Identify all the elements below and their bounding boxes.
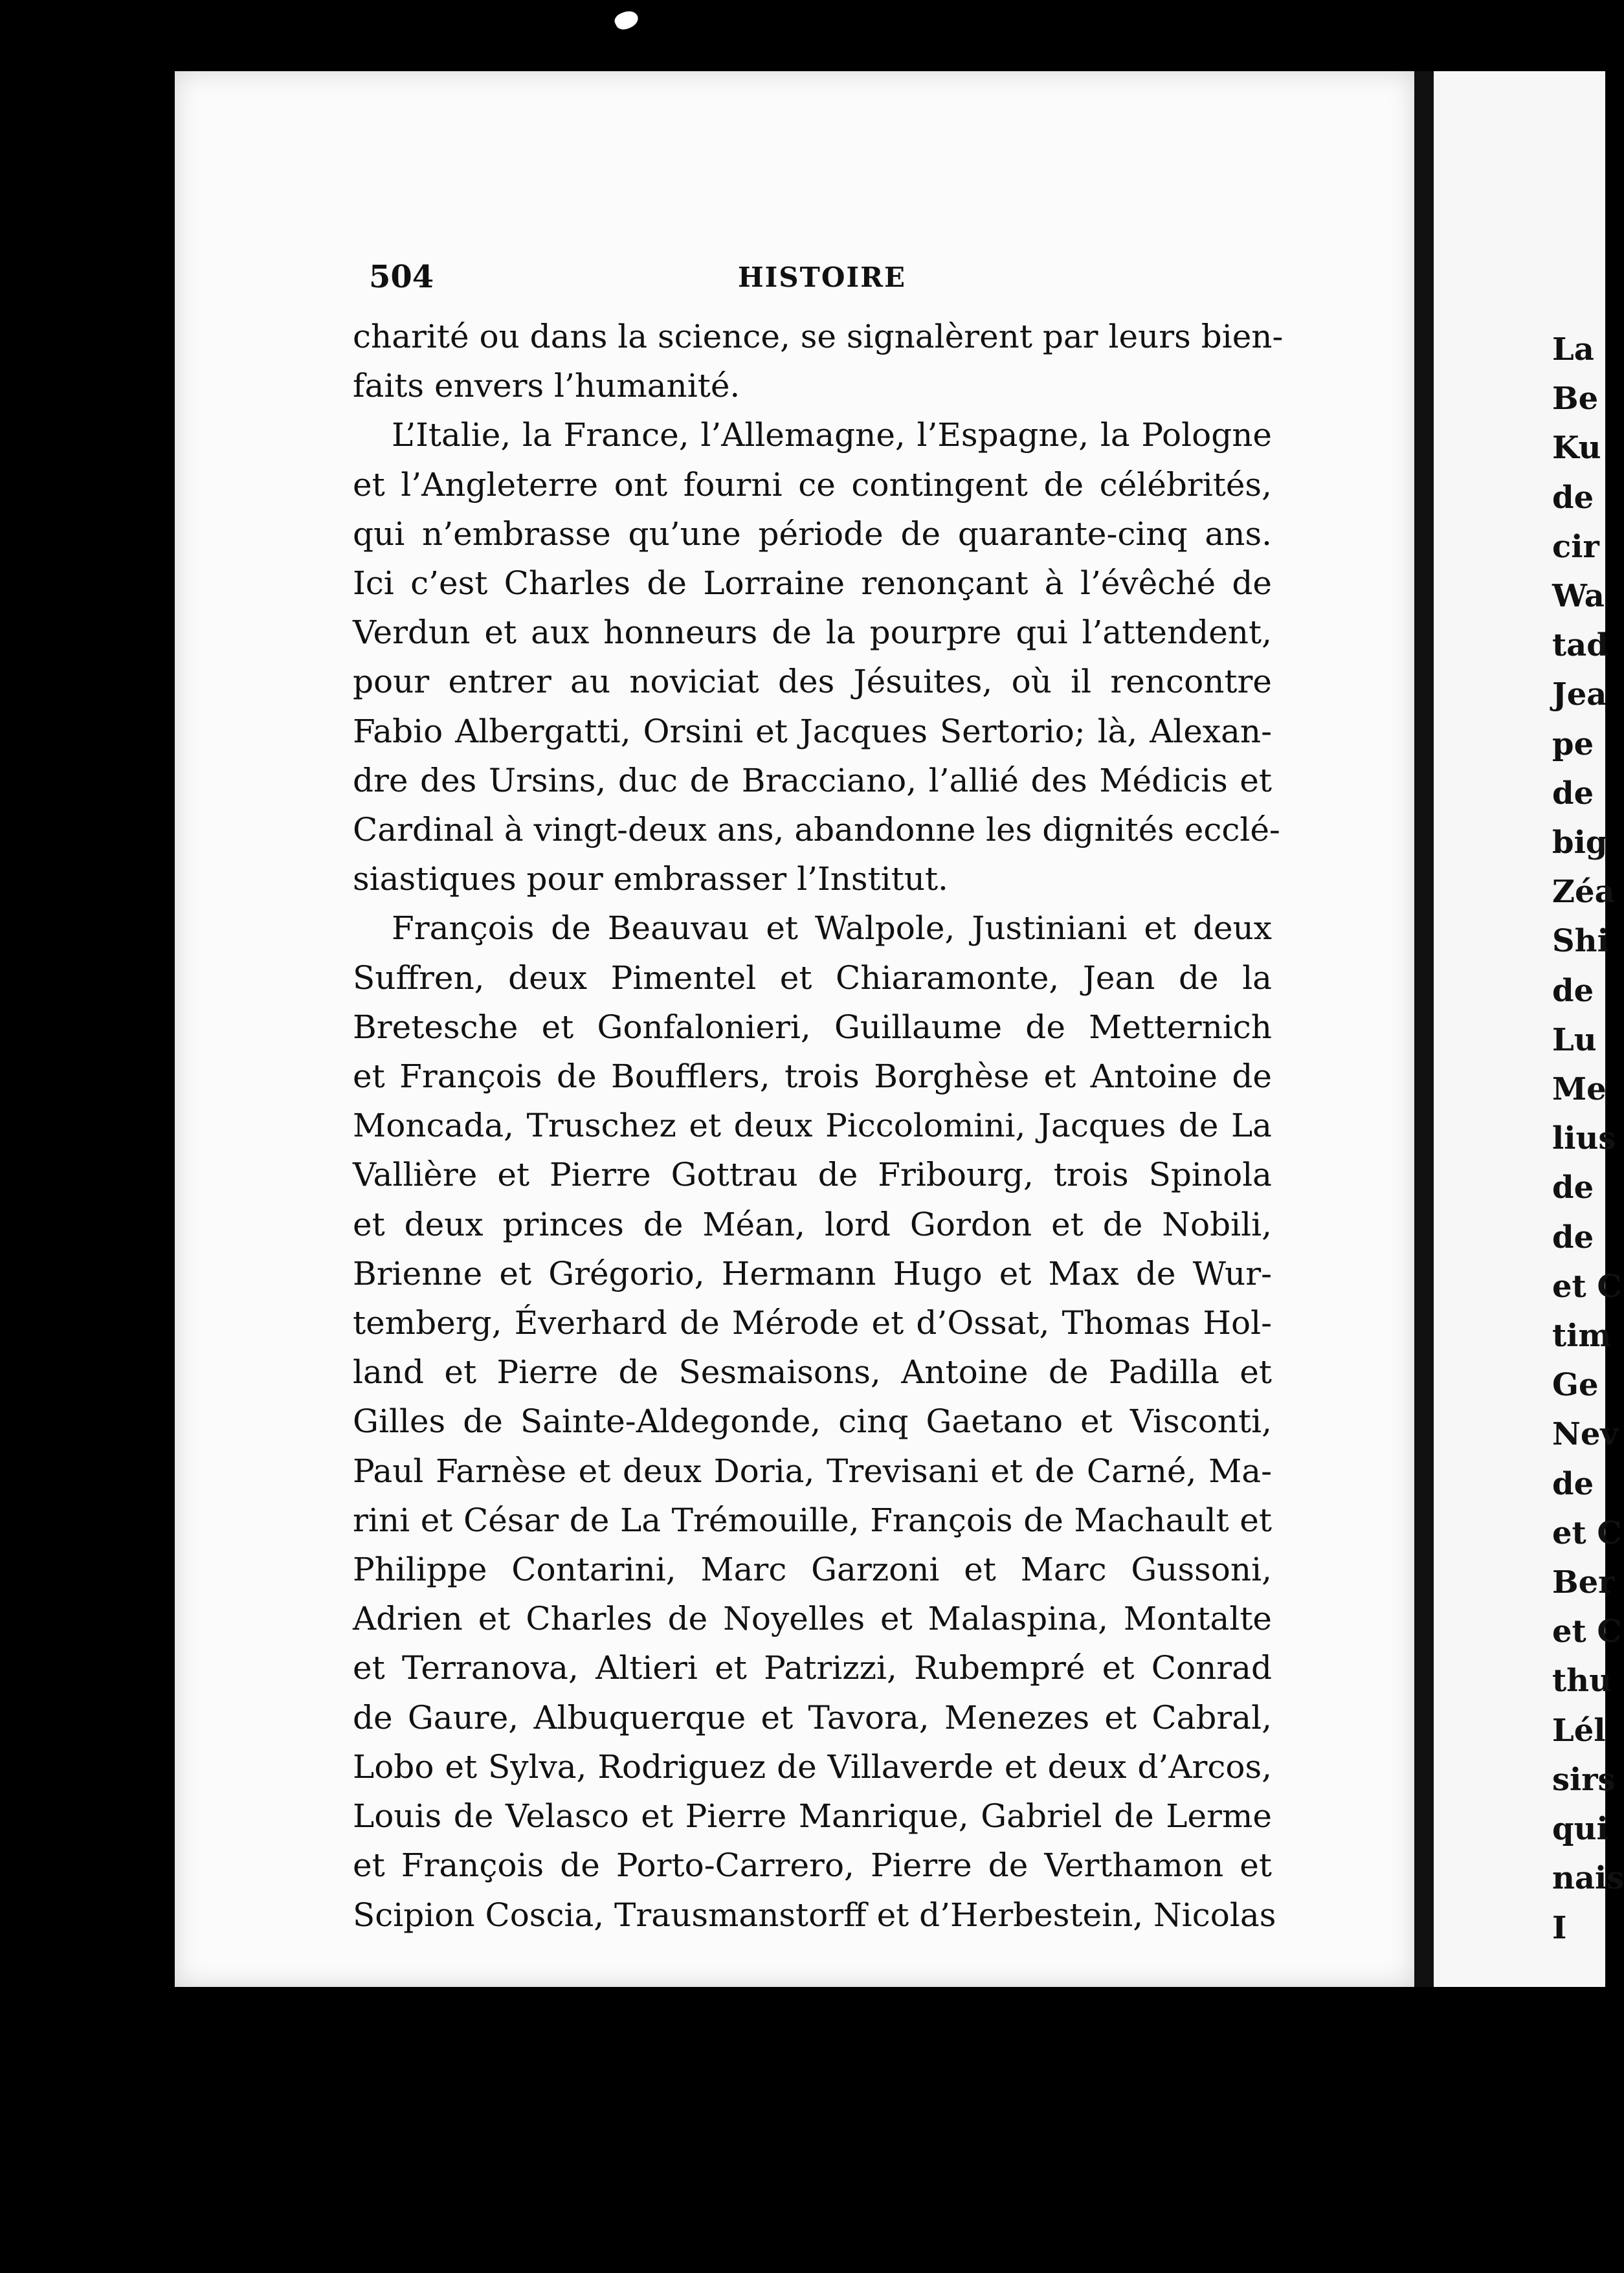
text-line: et l’Angleterre ont fourni ce contingent de célébrités,: [353, 465, 1272, 504]
text-line: et Terranova, Altieri et Patrizzi, Rubempré et Conrad: [353, 1649, 1272, 1687]
facing-line: Zéa: [1552, 874, 1615, 911]
facing-line: Be: [1552, 381, 1599, 417]
text-line: siastiques pour embrasser l’Institut.: [353, 860, 948, 898]
facing-line: Lu: [1552, 1021, 1597, 1058]
text-line: Brienne et Grégorio, Hermann Hugo et Max de Wur-: [353, 1254, 1272, 1292]
text-line: et deux princes de Méan, lord Gordon et de Nobili,: [353, 1205, 1272, 1243]
facing-line: sirs: [1552, 1761, 1616, 1798]
text-line: et François de Porto-Carrero, Pierre de Verthamon et: [353, 1846, 1272, 1885]
facing-line: lius: [1552, 1120, 1616, 1157]
facing-line: thu: [1552, 1663, 1612, 1700]
text-line: qui n’embrasse qu’une période de quarante-cinq ans.: [353, 515, 1272, 553]
running-head: HISTOIRE: [737, 261, 907, 293]
facing-page-text: [1552, 325, 1624, 1953]
facing-line: tad: [1552, 627, 1608, 664]
facing-line: de: [1552, 775, 1594, 812]
text-line: Scipion Coscia, Trausmanstorff et d’Herbestein, Nicolas: [353, 1896, 1276, 1934]
facing-line: Shi: [1552, 923, 1609, 960]
facing-line: de: [1552, 479, 1594, 516]
facing-line: cir: [1552, 528, 1599, 565]
text-line: Vallière et Pierre Gottrau de Fribourg, trois Spinola: [353, 1156, 1272, 1194]
scan-speck: [612, 8, 641, 33]
page-header: [369, 259, 1275, 304]
text-line: land et Pierre de Sesmaisons, Antoine de Padilla et: [353, 1353, 1272, 1392]
text-line: temberg, Éverhard de Mérode et d’Ossat, Thomas Hol-: [353, 1304, 1272, 1342]
text-line: de Gaure, Albuquerque et Tavora, Menezes et Cabral,: [353, 1698, 1272, 1736]
facing-line: et C: [1552, 1268, 1622, 1305]
facing-line: pe: [1552, 726, 1594, 762]
body-text: [353, 312, 1284, 1940]
text-line: L’Italie, la France, l’Allemagne, l’Espagne, la Pologne: [392, 416, 1272, 454]
text-line: Fabio Albergatti, Orsini et Jacques Sertorio; là, Alexan-: [353, 712, 1272, 750]
facing-line: Ber: [1552, 1564, 1615, 1601]
facing-line: de: [1552, 1465, 1594, 1502]
facing-line: I: [1552, 1909, 1567, 1946]
text-line: Lobo et Sylva, Rodriguez de Villaverde et deux d’Arcos,: [353, 1747, 1272, 1786]
text-line: dre des Ursins, duc de Bracciano, l’allié des Médicis et: [353, 761, 1272, 799]
facing-line: Wa: [1552, 578, 1605, 615]
facing-line: et C: [1552, 1514, 1622, 1551]
text-line: Louis de Velasco et Pierre Manrique, Gabriel de Lerme: [353, 1797, 1272, 1835]
text-line: rini et César de La Trémouille, François de Machault et: [353, 1501, 1272, 1539]
page-number: 504: [369, 259, 434, 295]
facing-line: Nev: [1552, 1416, 1619, 1453]
facing-line: de: [1552, 972, 1594, 1009]
text-line: Suffren, deux Pimentel et Chiaramonte, Jean de la: [353, 959, 1272, 997]
facing-line: de: [1552, 1219, 1594, 1256]
facing-line: big: [1552, 825, 1608, 861]
facing-line: Lél: [1552, 1712, 1606, 1749]
text-line: faits envers l’humanité.: [353, 367, 740, 405]
facing-line: qui: [1552, 1811, 1608, 1848]
facing-line: tim: [1552, 1318, 1612, 1355]
facing-line: Me: [1552, 1071, 1607, 1108]
text-line: Philippe Contarini, Marc Garzoni et Marc Gussoni,: [353, 1551, 1272, 1589]
facing-line: Ku: [1552, 430, 1601, 467]
text-line: François de Beauvau et Walpole, Justiniani et deux: [392, 909, 1272, 948]
text-line: Gilles de Sainte-Aldegonde, cinq Gaetano et Visconti,: [353, 1403, 1272, 1441]
text-line: et François de Boufflers, trois Borghèse et Antoine de: [353, 1058, 1272, 1096]
text-line: Moncada, Truschez et deux Piccolomini, Jacques de La: [353, 1107, 1272, 1145]
facing-line: La: [1552, 331, 1594, 368]
text-line: pour entrer au noviciat des Jésuites, où il rencontre: [353, 663, 1272, 701]
facing-line: de: [1552, 1170, 1594, 1206]
text-line: Verdun et aux honneurs de la pourpre qui l’attendent,: [353, 614, 1272, 652]
text-line: Adrien et Charles de Noyelles et Malaspina, Montalte: [353, 1600, 1272, 1638]
facing-line: nais: [1552, 1860, 1624, 1897]
book-gutter: [1414, 71, 1434, 1987]
text-line: charité ou dans la science, se signalèrent par leurs bien-: [353, 318, 1284, 355]
text-line: Paul Farnèse et deux Doria, Trevisani et de Carné, Ma-: [353, 1452, 1272, 1490]
facing-line: Ge: [1552, 1367, 1599, 1404]
text-line: Cardinal à vingt-deux ans, abandonne les dignités ecclé-: [353, 811, 1280, 849]
text-line: Bretesche et Gonfalonieri, Guillaume de Metternich: [353, 1008, 1272, 1046]
text-line: Ici c’est Charles de Lorraine renonçant à l’évêché de: [353, 564, 1272, 603]
facing-line: et C: [1552, 1613, 1622, 1650]
facing-line: Jea: [1552, 676, 1607, 713]
